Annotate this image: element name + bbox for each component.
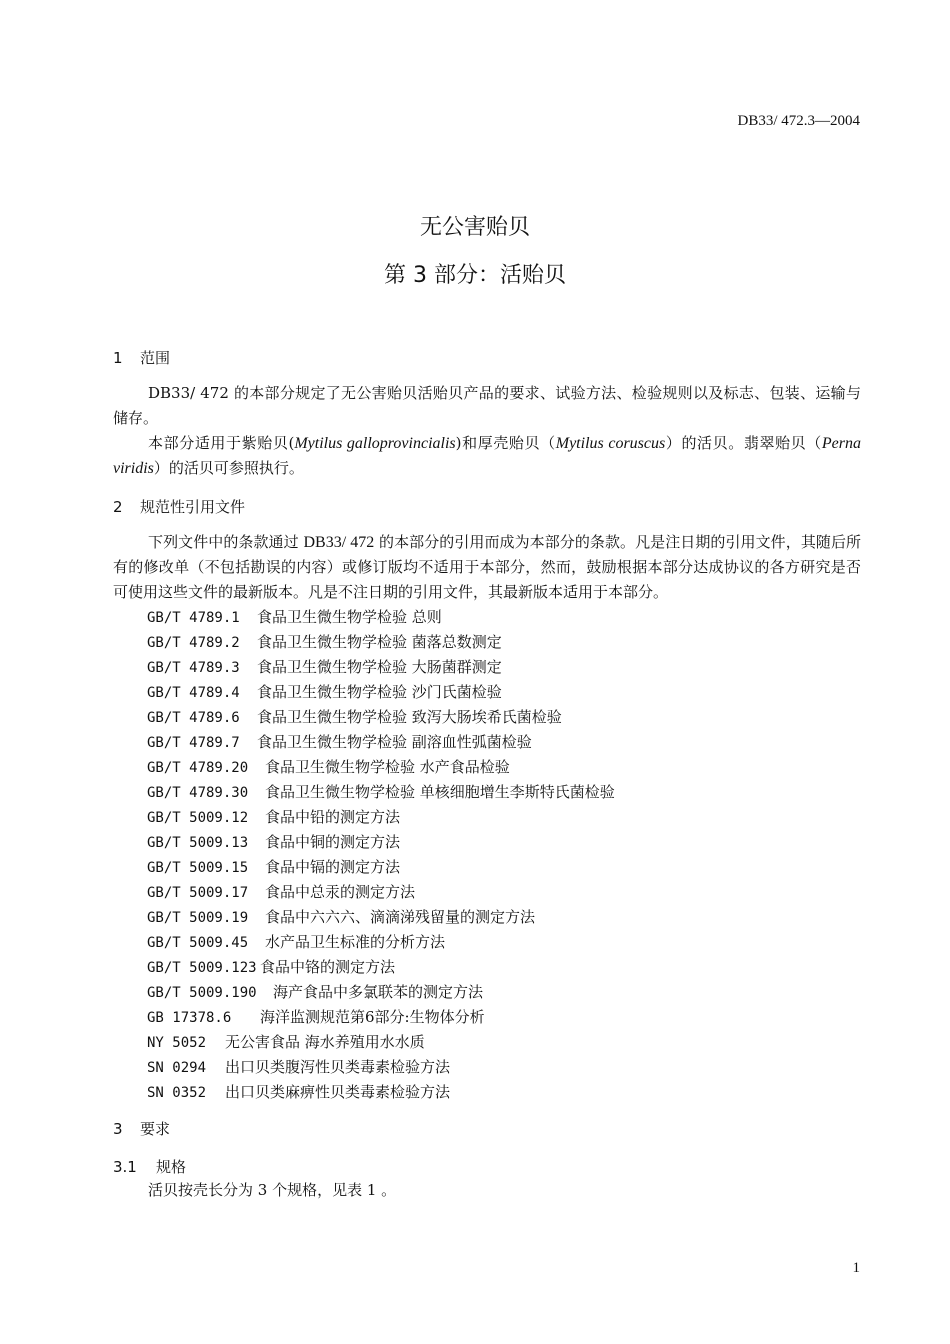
- reference-code: GB/T 5009.45: [147, 935, 249, 951]
- reference-code: GB/T 4789.2: [147, 635, 240, 651]
- reference-code: GB/T 5009.17: [147, 885, 249, 901]
- reference-title: 食品中总汞的测定方法: [265, 883, 416, 901]
- reference-title: 海产食品中多氯联苯的测定方法: [273, 983, 484, 1001]
- reference-code: GB/T 4789.20: [147, 760, 249, 776]
- section-number: 3: [113, 1120, 123, 1138]
- reference-item: [147, 905, 615, 930]
- reference-item: [147, 705, 615, 730]
- reference-title: 出口贝类麻痹性贝类毒素检验方法: [225, 1083, 451, 1101]
- section-3-paragraph-1: 活贝按壳长分为 3 个规格，见表 1 。: [148, 1181, 397, 1199]
- section-1-heading: [113, 347, 170, 368]
- reference-code: GB/T 5009.13: [147, 835, 249, 851]
- reference-title: 食品卫生微生物学检验 大肠菌群测定: [257, 658, 502, 676]
- latin-name: Mytilus coruscus: [555, 435, 666, 452]
- reference-title: 食品卫生微生物学检验 单核细胞增生李斯特氏菌检验: [265, 783, 615, 801]
- section-title: 范围: [140, 349, 171, 367]
- reference-item: [147, 1005, 615, 1030]
- reference-title: 食品中镉的测定方法: [265, 858, 401, 876]
- reference-code: GB/T 5009.19: [147, 910, 249, 926]
- reference-code: GB/T 5009.123: [147, 960, 257, 976]
- section-3-heading: [113, 1118, 170, 1139]
- section-2-paragraph-1: 下列文件中的条款通过 DB33/ 472 的本部分的引用而成为本部分的条款。凡是注日期的引用文件，其随后所有的修改单（不包括勘误的内容）或修订版均不适用于本部分，然而，鼓励根据本部分达成协议的各方研究是否可使用这些文件的最新版本。凡是不注日期的引用文件，其最新版本适用于本部分。: [113, 533, 862, 601]
- reference-code: GB/T 4789.3: [147, 660, 240, 676]
- reference-item: [147, 1030, 615, 1055]
- reference-item: [147, 980, 615, 1005]
- reference-code: SN 0352: [147, 1085, 207, 1101]
- reference-title: 食品卫生微生物学检验 致泻大肠埃希氏菌检验: [257, 708, 562, 726]
- document-title: 无公害贻贝: [419, 215, 530, 240]
- document-subtitle: 第 3 部分：活贻贝: [384, 263, 566, 288]
- reference-title: 出口贝类腹泻性贝类毒素检验方法: [225, 1058, 451, 1076]
- latin-name: Perna viridis: [113, 435, 862, 477]
- section-number: 2: [113, 498, 123, 516]
- reference-title: 水产品卫生标准的分析方法: [265, 933, 446, 951]
- reference-item: [147, 880, 615, 905]
- section-1-paragraph-2: 本部分适用于紫贻贝(Mytilus galloprovincialis)和厚壳贻贝（Mytilus coruscus）的活贝。翡翠贻贝（Perna viridis）的活贝可参照执行。: [113, 434, 862, 477]
- section-2-heading: [113, 496, 245, 517]
- section-title: 要求: [140, 1120, 171, 1138]
- reference-item: [147, 830, 615, 855]
- reference-title: 食品中铬的测定方法: [260, 958, 396, 976]
- reference-code: GB/T 4789.30: [147, 785, 249, 801]
- reference-title: 无公害食品 海水养殖用水水质: [225, 1033, 425, 1051]
- section-number: 1: [113, 349, 123, 367]
- standard-code: DB33/ 472.3—2004: [737, 113, 860, 129]
- subsection-number: 3.1: [113, 1158, 137, 1176]
- reference-title: 食品卫生微生物学检验 总则: [257, 608, 442, 626]
- section-title: 规范性引用文件: [140, 498, 246, 516]
- page-number: 1: [852, 1260, 860, 1276]
- reference-title: 食品中六六六、滴滴涕残留量的测定方法: [265, 908, 536, 926]
- reference-item: [147, 955, 615, 980]
- reference-item: [147, 805, 615, 830]
- reference-code: SN 0294: [147, 1060, 207, 1076]
- reference-item: [147, 680, 615, 705]
- reference-item: [147, 755, 615, 780]
- latin-name: Mytilus galloprovincialis: [294, 435, 456, 452]
- reference-title: 食品卫生微生物学检验 菌落总数测定: [257, 633, 502, 651]
- subsection-3-1-heading: [113, 1156, 186, 1177]
- reference-code: GB/T 4789.4: [147, 685, 240, 701]
- reference-code: GB/T 4789.1: [147, 610, 240, 626]
- reference-code: GB/T 4789.7: [147, 735, 240, 751]
- reference-title: 海洋监测规范第6部分:生物体分析: [260, 1008, 485, 1026]
- reference-item: [147, 605, 615, 630]
- reference-item: [147, 730, 615, 755]
- reference-title: 食品中铅的测定方法: [265, 808, 401, 826]
- reference-item: [147, 630, 615, 655]
- reference-title: 食品卫生微生物学检验 副溶血性弧菌检验: [257, 733, 532, 751]
- reference-item: [147, 1055, 615, 1080]
- reference-item: [147, 855, 615, 880]
- reference-item: [147, 655, 615, 680]
- reference-code: GB/T 5009.190: [147, 985, 257, 1001]
- reference-code: NY 5052: [147, 1035, 207, 1051]
- reference-item: [147, 930, 615, 955]
- section-1-paragraph-1: DB33/ 472 的本部分规定了无公害贻贝活贻贝产品的要求、试验方法、检验规则以及标志、包装、运输与储存。: [113, 384, 861, 427]
- reference-code: GB/T 5009.12: [147, 810, 249, 826]
- subsection-title: 规格: [156, 1158, 187, 1176]
- reference-title: 食品卫生微生物学检验 水产食品检验: [265, 758, 510, 776]
- reference-title: 食品中铜的测定方法: [265, 833, 401, 851]
- reference-code: GB/T 5009.15: [147, 860, 249, 876]
- reference-item: [147, 780, 615, 805]
- normative-references-list: [147, 605, 615, 1105]
- reference-title: 食品卫生微生物学检验 沙门氏菌检验: [257, 683, 502, 701]
- reference-code: GB 17378.6: [147, 1010, 232, 1026]
- reference-item: [147, 1080, 615, 1105]
- reference-code: GB/T 4789.6: [147, 710, 240, 726]
